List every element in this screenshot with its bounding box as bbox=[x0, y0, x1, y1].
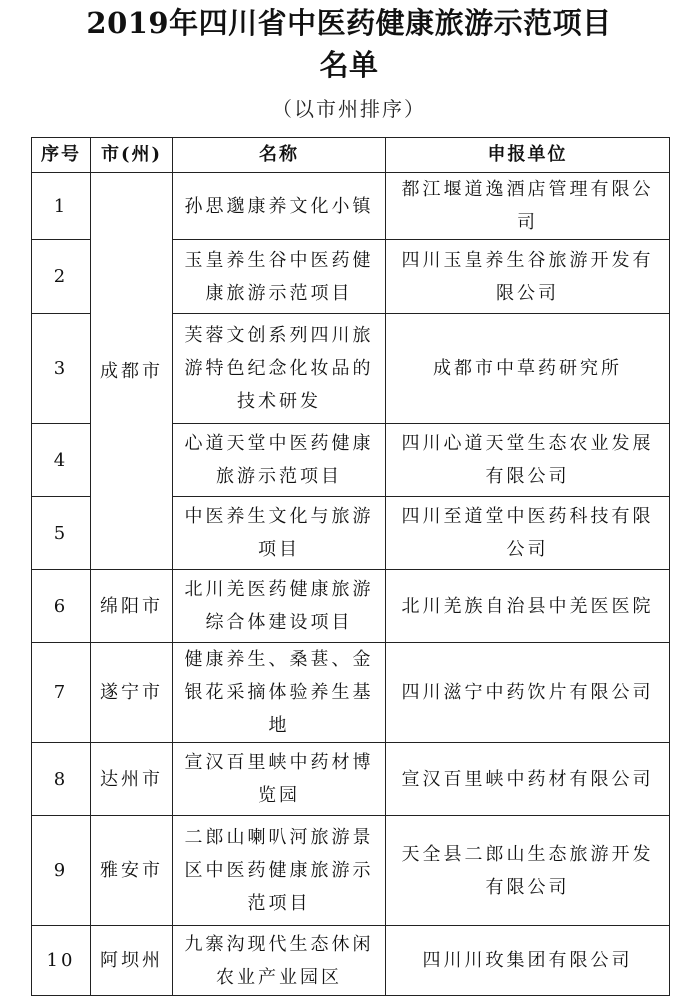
row-seq: 10 bbox=[32, 926, 91, 996]
row-seq: 9 bbox=[32, 816, 91, 926]
row-city: 遂宁市 bbox=[91, 643, 173, 743]
row-seq: 5 bbox=[32, 497, 91, 570]
row-project-name: 孙思邈康养文化小镇 bbox=[173, 173, 386, 240]
row-seq: 2 bbox=[32, 240, 91, 314]
row-project-name: 宣汉百里峡中药材博览园 bbox=[173, 743, 386, 816]
table-header-row bbox=[32, 138, 670, 173]
row-applicant: 四川心道天堂生态农业发展有限公司 bbox=[386, 424, 670, 497]
header-name: 名称 bbox=[173, 138, 386, 173]
header-city: 市(州) bbox=[91, 138, 173, 173]
row-project-name: 玉皇养生谷中医药健康旅游示范项目 bbox=[173, 240, 386, 314]
row-project-name: 北川羌医药健康旅游综合体建设项目 bbox=[173, 570, 386, 643]
row-applicant: 北川羌族自治县中羌医医院 bbox=[386, 570, 670, 643]
row-seq: 1 bbox=[32, 173, 91, 240]
header-unit: 申报单位 bbox=[386, 138, 670, 173]
table-row bbox=[32, 926, 670, 996]
row-applicant: 天全县二郎山生态旅游开发有限公司 bbox=[386, 816, 670, 926]
row-city: 绵阳市 bbox=[91, 570, 173, 643]
document-title: 2019年四川省中医药健康旅游示范项目 bbox=[86, 6, 612, 40]
row-city: 成都市 bbox=[91, 173, 173, 570]
row-seq: 6 bbox=[32, 570, 91, 643]
table-row bbox=[32, 643, 670, 743]
row-applicant: 成都市中草药研究所 bbox=[386, 314, 670, 424]
row-applicant: 宣汉百里峡中药材有限公司 bbox=[386, 743, 670, 816]
row-applicant: 四川至道堂中医药科技有限公司 bbox=[386, 497, 670, 570]
row-applicant: 都江堰道逸酒店管理有限公司 bbox=[386, 173, 670, 240]
row-project-name: 中医养生文化与旅游项目 bbox=[173, 497, 386, 570]
row-seq: 3 bbox=[32, 314, 91, 424]
project-list-table bbox=[31, 137, 670, 996]
row-seq: 4 bbox=[32, 424, 91, 497]
table-row bbox=[32, 173, 670, 240]
row-project-name: 健康养生、桑葚、金银花采摘体验养生基地 bbox=[173, 643, 386, 743]
row-applicant: 四川川玫集团有限公司 bbox=[386, 926, 670, 996]
row-city: 达州市 bbox=[91, 743, 173, 816]
row-seq: 7 bbox=[32, 643, 91, 743]
document-title-line2: 名单 bbox=[319, 48, 379, 82]
row-applicant: 四川滋宁中药饮片有限公司 bbox=[386, 643, 670, 743]
document-subtitle: （以市州排序） bbox=[272, 97, 426, 121]
row-project-name: 二郎山喇叭河旅游景区中医药健康旅游示范项目 bbox=[173, 816, 386, 926]
header-seq: 序号 bbox=[32, 138, 91, 173]
row-city: 阿坝州 bbox=[91, 926, 173, 996]
row-applicant: 四川玉皇养生谷旅游开发有限公司 bbox=[386, 240, 670, 314]
row-seq: 8 bbox=[32, 743, 91, 816]
row-project-name: 芙蓉文创系列四川旅游特色纪念化妆品的技术研发 bbox=[173, 314, 386, 424]
row-city: 雅安市 bbox=[91, 816, 173, 926]
table-row bbox=[32, 570, 670, 643]
table-row bbox=[32, 816, 670, 926]
row-project-name: 九寨沟现代生态休闲农业产业园区 bbox=[173, 926, 386, 996]
table-row bbox=[32, 743, 670, 816]
row-project-name: 心道天堂中医药健康旅游示范项目 bbox=[173, 424, 386, 497]
